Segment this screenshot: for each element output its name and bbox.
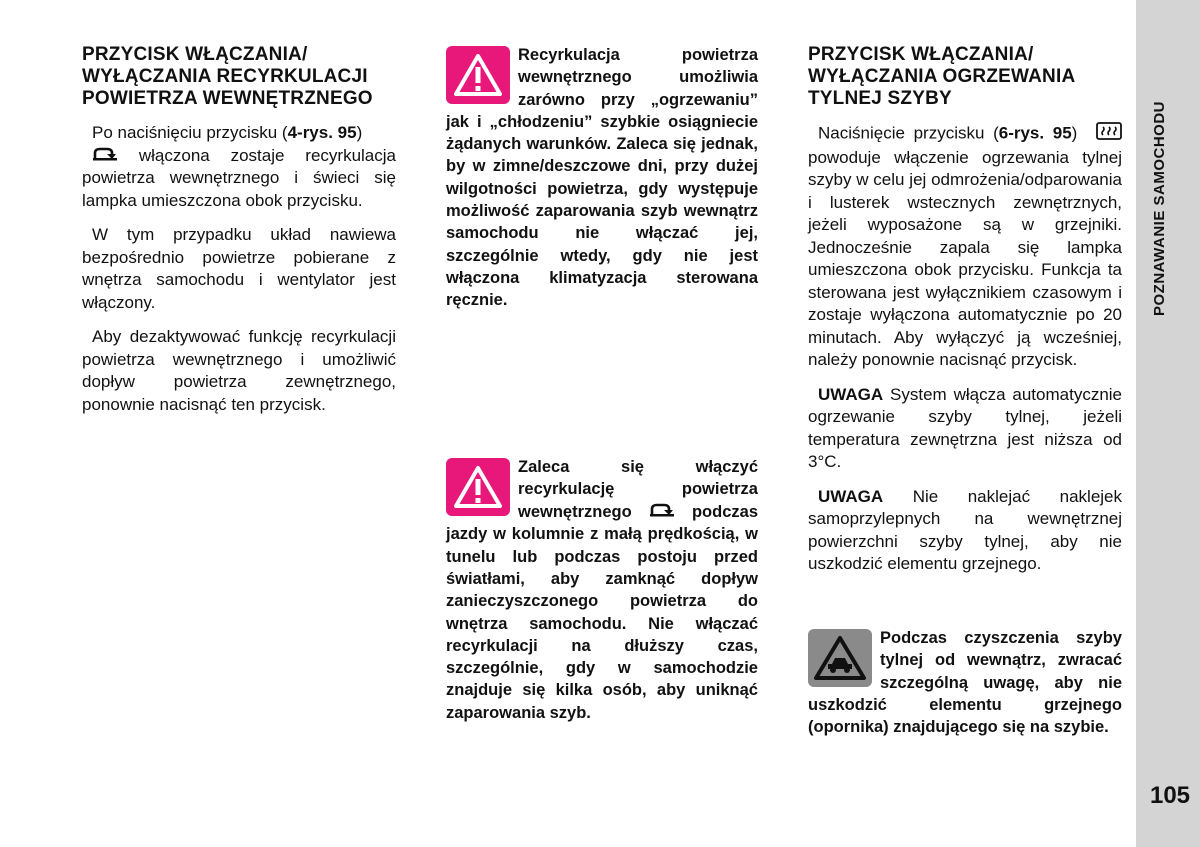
text: Naciśnięcie przycisku ( bbox=[818, 123, 999, 143]
warning-box-recirculation bbox=[446, 44, 758, 312]
note-label: UWAGA bbox=[818, 384, 884, 404]
text: ) bbox=[1071, 123, 1078, 143]
note-paragraph bbox=[808, 384, 1122, 474]
paragraph: W tym przypadku układ nawiewa bezpośrednio powietrze pobierane z wnętrza samochodu i wentylator jest włączony. bbox=[82, 225, 396, 312]
rear-defrost-icon bbox=[1086, 122, 1122, 147]
warning-triangle-icon bbox=[446, 458, 510, 516]
paragraph: Aby dezaktywować funkcję recyrkulacji powietrza wewnętrznego i umożliwić dopływ powietrza zewnętrznego, ponownie nacisnąć ten przycisk. bbox=[82, 327, 396, 414]
heading-line: WYŁĄCZANIA OGRZEWANIA bbox=[808, 66, 1076, 87]
warning-text: podczas jazdy w kolumnie z małą prędkością, w tunelu lub podczas postoju przed światłami, aby zamknąć dopływ zanieczyszczonego powietrza do wnętrza samochodu. Nie włączać recyrkulacji na dłuższy czas, szczególnie, gdy w samochodzie znajduje się kilka osób, aby uniknąć zaparowania szyb. bbox=[446, 502, 758, 722]
warning-triangle-icon bbox=[446, 46, 510, 104]
heading-line: PRZYCISK WŁĄCZANIA/ bbox=[808, 44, 1034, 65]
section-heading-rear-defrost bbox=[808, 44, 1122, 110]
warning-text: Recyrkulacja powietrza wewnętrznego umożliwia zarówno przy „ogrzewaniu” jak i „chłodzeniu” szybkie osiągniecie żądanych warunków. Zaleca się jednak, by w zimne/deszczowe dni, przy dużej wilgotności powietrza, gdy występuje możliwość zaparowania szyb wewnątrz samochodu nie włączać jej, szczególnie wtedy, gdy nie jest włączona klimatyzacja sterowana ręcznie. bbox=[446, 46, 758, 310]
figure-ref: 4-rys. 95 bbox=[287, 123, 357, 142]
heading-line: TYLNEJ SZYBY bbox=[808, 88, 952, 109]
recirculation-icon bbox=[82, 145, 118, 168]
column-rear-defrost bbox=[808, 44, 1122, 588]
section-title: POZNAWANIE SAMOCHODU bbox=[1151, 100, 1168, 316]
paragraph bbox=[82, 122, 396, 212]
column-recirculation bbox=[82, 44, 396, 428]
note-text: System włącza automatycznie ogrzewanie szyby tylnej, jeżeli temperatura zewnętrzna jest niższa od 3°C. bbox=[808, 384, 1122, 471]
sidebar bbox=[1136, 0, 1200, 847]
figure-ref: 6-rys. 95 bbox=[998, 123, 1072, 143]
heading-line: PRZYCISK WŁĄCZANIA/ bbox=[82, 44, 308, 65]
note-label: UWAGA bbox=[818, 486, 884, 506]
section-heading-recirculation bbox=[82, 44, 396, 110]
car-warning-icon bbox=[808, 629, 872, 687]
warning-text: Podczas czyszczenia szyby tylnej od wewnątrz, zwracać szczególną uwagę, aby nie uszkodzić elementu grzejnego (opornika) znajdującego się na szybie. bbox=[808, 629, 1122, 737]
note-text: Nie naklejać naklejek samoprzylepnych na wewnętrznej powierzchni szyby tylnej, aby nie uszkodzić elementu grzejnego. bbox=[808, 486, 1122, 573]
heading-line: POWIETRZA WEWNĘTRZNEGO bbox=[82, 88, 373, 109]
warning-text: Zaleca się włączyć recyrkulację powietrza wewnętrznego bbox=[518, 458, 758, 521]
recirculation-icon bbox=[649, 501, 675, 523]
paragraph bbox=[808, 122, 1122, 372]
text: ) bbox=[356, 123, 363, 142]
note-paragraph bbox=[808, 486, 1122, 576]
text: powoduje włączenie ogrzewania tylnej szyby w celu jej odmrożenia/odparowania i lusterek wstecznych zewnętrznych, jeżeli wyposażone są w grzejniki. Jednocześnie zapala się lampka umieszczona obok przycisku. Funkcja ta sterowana jest wyłącznikiem czasowym i zostaje wyłączona automatycznie po 20 minutach. Aby wyłączyć ją wcześniej, należy ponownie nacisnąć przycisk. bbox=[808, 147, 1122, 369]
text: włączona zostaje recyrkulacja powietrza wewnętrznego i świeci się lampka umieszczona obok przycisku. bbox=[82, 145, 396, 210]
page-number: 105 bbox=[1149, 782, 1191, 809]
warning-box-recirculation-usage bbox=[446, 456, 758, 724]
warning-box-rear-window-cleaning bbox=[808, 627, 1122, 738]
heading-line: WYŁĄCZANIA RECYRKULACJI bbox=[82, 66, 368, 87]
text: Po naciśnięciu przycisku ( bbox=[92, 123, 288, 142]
